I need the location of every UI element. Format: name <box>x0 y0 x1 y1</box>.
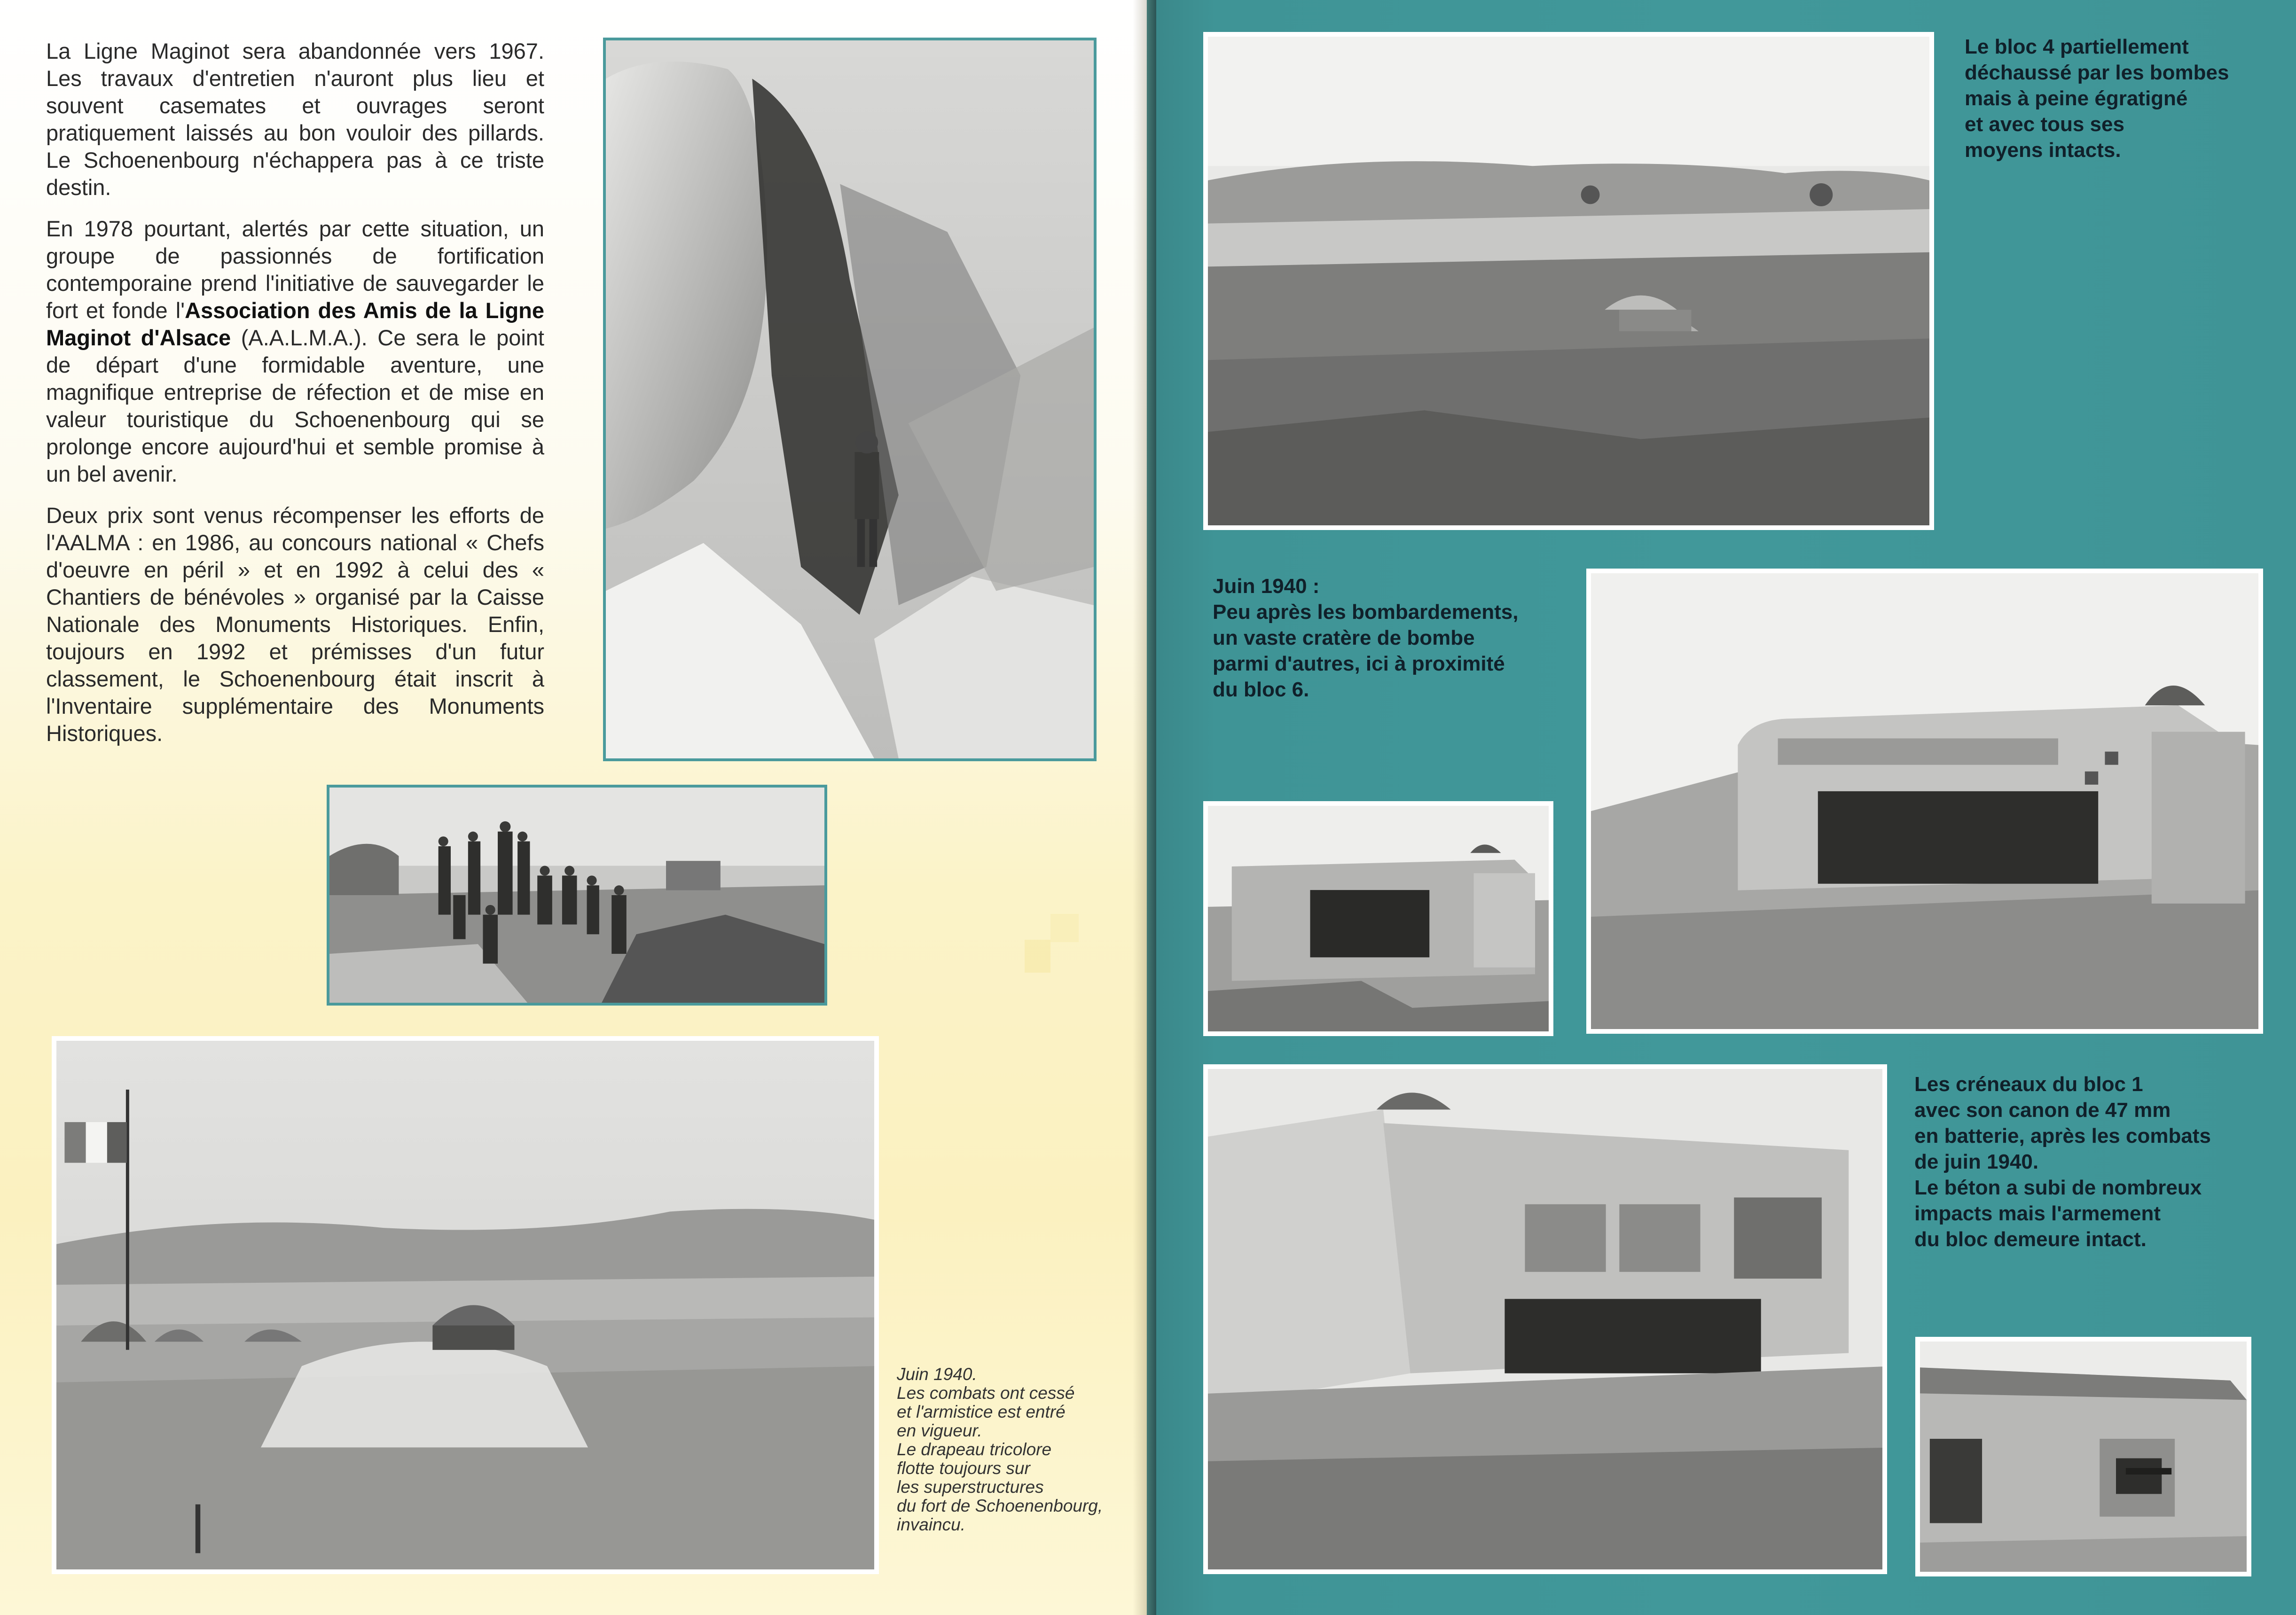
paragraph-text: (A.A.L.M.A.). Ce sera le point de départ d'une formidable aventure, une magnifique entreprise de réfection et de mise en valeur touristique du Schoenenbourg qui se prolonge encore aujourd'hui et semble promise à un bel avenir. <box>46 325 544 486</box>
caption-line: parmi d'autres, ici à proximité <box>1213 652 1505 675</box>
caption-flag <box>897 1365 1132 1534</box>
caption-line: Les combats ont cessé <box>897 1383 1075 1403</box>
caption-line: moyens intacts. <box>1965 139 2121 162</box>
caption-line: les superstructures <box>897 1477 1044 1497</box>
paragraph-association <box>46 215 544 488</box>
book-spine <box>1133 0 1156 1615</box>
caption-line: du bloc demeure intact. <box>1914 1228 2147 1251</box>
caption-line: en vigueur. <box>897 1421 982 1440</box>
caption-line: Le bloc 4 partiellement <box>1965 35 2189 58</box>
photo-bloc4-landscape <box>1203 32 1934 530</box>
photo-bloc-casemate-small <box>1203 801 1553 1036</box>
caption-line: et avec tous ses <box>1965 113 2124 136</box>
paragraph-abandon <box>46 38 544 201</box>
photo-crater-soldier <box>603 38 1097 761</box>
caption-line: Les créneaux du bloc 1 <box>1914 1073 2143 1096</box>
association-name: Association des Amis de la Ligne Maginot d'Alsace <box>46 298 544 350</box>
paragraph-prizes <box>46 502 544 747</box>
photo-volunteers-group <box>327 785 827 1006</box>
caption-line: avec son canon de 47 mm <box>1914 1099 2171 1122</box>
paragraph-text: Deux prix sont venus récompenser les efforts de l'AALMA : en 1986, au concours national « Chefs d'oeuvre en péril » et en 1992 à celui des « Chantiers de bénévoles » organisé par la Caisse Nationale des Monuments Historiques. Enfin, toujours en 1992 et prémisses d'un futur classement, le Schoenenbourg était inscrit à l'Inventaire supplémentaire des Monuments Historiques. <box>46 503 544 746</box>
caption-line: mais à peine égratigné <box>1965 87 2188 110</box>
caption-line: Juin 1940 : <box>1213 575 1320 598</box>
caption-line: Peu après les bombardements, <box>1213 601 1519 624</box>
caption-bloc4 <box>1965 34 2284 163</box>
caption-line: Le drapeau tricolore <box>897 1440 1052 1459</box>
caption-line: du fort de Schoenenbourg, <box>897 1496 1103 1515</box>
caption-line: et l'armistice est entré <box>897 1402 1066 1421</box>
paragraph-text: En 1978 pourtant, alertés par cette situation, un groupe de passionnés de fortification contemporaine prend l'initiative de sauvegarder le fort et fonde l' <box>46 216 544 323</box>
paragraph-text: La Ligne Maginot sera abandonnée vers 1967. Les travaux d'entretien n'auront plus lieu et souvent casemates et ouvrages seront pratiquement laissés au bon vouloir des pillards. Le Schoenenbourg n'échappera pas à ce triste destin. <box>46 39 544 200</box>
caption-line: du bloc 6. <box>1213 678 1309 701</box>
photo-bloc1-embrasure <box>1915 1337 2251 1576</box>
photo-bloc1-canon <box>1203 1064 1887 1574</box>
caption-line: de juin 1940. <box>1914 1150 2039 1173</box>
photo-tricolore-flag <box>52 1036 879 1574</box>
decorative-square <box>1050 914 1079 942</box>
caption-line: Le béton a subi de nombreux <box>1914 1176 2202 1199</box>
caption-line: déchaussé par les bombes <box>1965 61 2229 84</box>
caption-line: en batterie, après les combats <box>1914 1124 2211 1147</box>
caption-line: un vaste cratère de bombe <box>1213 626 1475 649</box>
decorative-square <box>1025 940 1050 973</box>
caption-line: impacts mais l'armement <box>1914 1202 2161 1225</box>
caption-line: Juin 1940. <box>897 1365 977 1384</box>
caption-line: flotte toujours sur <box>897 1459 1030 1478</box>
body-text <box>46 38 544 761</box>
caption-crater <box>1213 573 1579 702</box>
caption-bloc1 <box>1914 1071 2286 1252</box>
caption-line: invaincu. <box>897 1515 966 1534</box>
photo-bloc6-crater <box>1586 569 2263 1034</box>
